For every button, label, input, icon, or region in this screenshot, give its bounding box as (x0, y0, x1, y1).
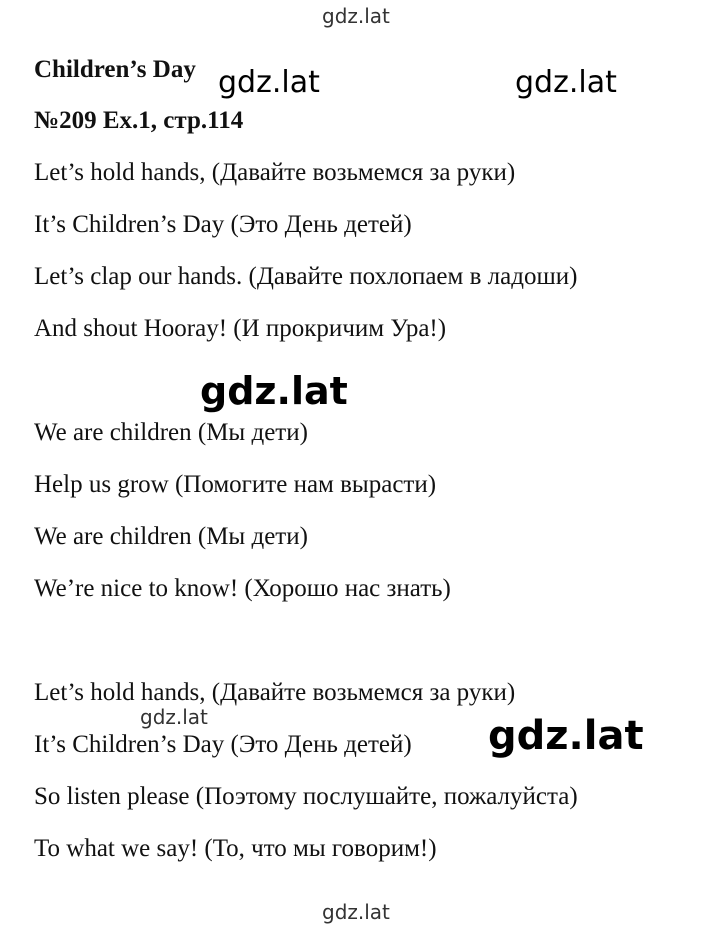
stanza2-line: Help us grow (Помогите нам вырасти) (34, 471, 437, 498)
stanza3-line: To what we say! (То, что мы говорим!) (34, 835, 437, 862)
stanza1-line: And shout Hooray! (И прокричим Ура!) (34, 315, 447, 342)
watermark-middle: gdz.lat (200, 369, 348, 413)
watermark-header-2: gdz.lat (515, 65, 617, 100)
stanza1-line: It’s Children’s Day (Это День детей) (34, 211, 412, 238)
watermark-top: gdz.lat (322, 4, 390, 28)
watermark-lower-large: gdz.lat (488, 713, 644, 759)
stanza3-line: It’s Children’s Day (Это День детей) (34, 731, 412, 758)
page-title: Children’s Day (34, 56, 196, 83)
stanza1-line: Let’s clap our hands. (Давайте похлопаем в ладоши) (34, 263, 578, 290)
stanza2-line: We’re nice to know! (Хорошо нас знать) (34, 575, 451, 602)
watermark-header-1: gdz.lat (218, 65, 320, 100)
watermark-bottom: gdz.lat (322, 900, 390, 924)
stanza2-line: We are children (Мы дети) (34, 523, 308, 550)
stanza2-line: We are children (Мы дети) (34, 419, 308, 446)
watermark-lower-small: gdz.lat (140, 705, 208, 729)
stanza3-line: Let’s hold hands, (Давайте возьмемся за руки) (34, 679, 516, 706)
stanza3-line: So listen please (Поэтому послушайте, пожалуйста) (34, 783, 578, 810)
stanza1-line: Let’s hold hands, (Давайте возьмемся за руки) (34, 159, 516, 186)
exercise-reference: №209 Ex.1, стр.114 (34, 107, 244, 134)
